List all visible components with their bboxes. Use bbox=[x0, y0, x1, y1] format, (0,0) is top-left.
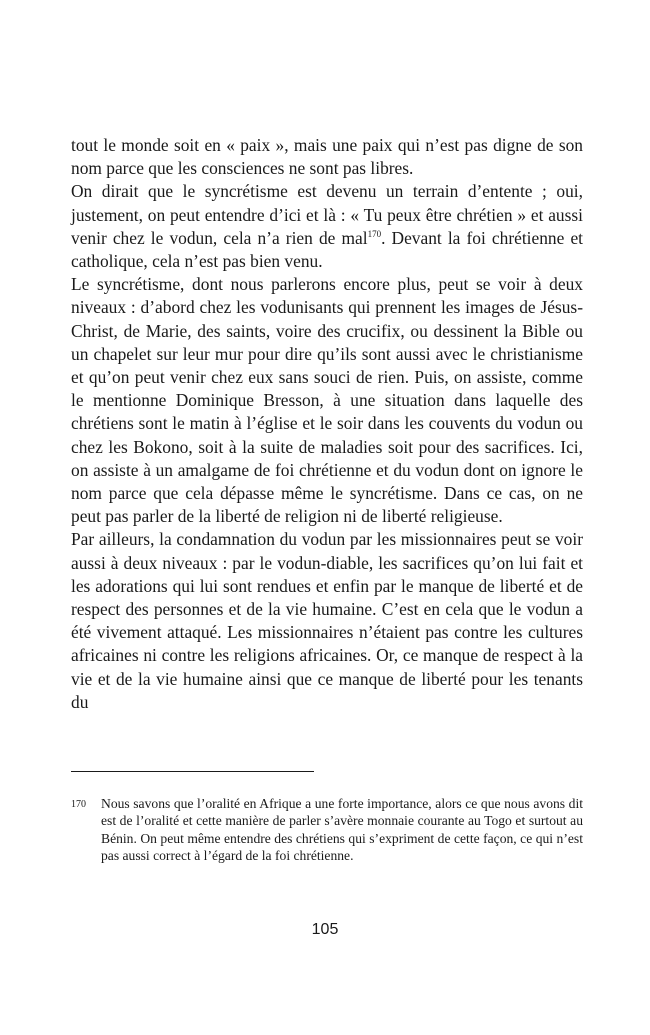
footnote-divider bbox=[71, 771, 314, 772]
page-number: 105 bbox=[311, 921, 339, 938]
paragraph-2-text-end: . Devant la foi chrétienne et catholique, cela n’est pas bien venu. bbox=[71, 227, 584, 272]
paragraph-2-text: On dirait que le syncrétisme est devenu un terrain d’entente ; oui, justement, on peut entendre d’ici et là : « Tu peux être chrétien » et aussi venir chez le vodun, cela n’a rien de mal bbox=[71, 181, 583, 248]
main-text bbox=[71, 134, 583, 714]
paragraph-4-text: Par ailleurs, la condamnation du vodun par les missionnaires peut se voir aussi à deux niveaux : par le vodun-diable, les sacrifices qu’on lui fait et les adorations qui lui sont rendues et enfin par le manque de liberté et de respect des personnes et de la vie humaine. C’est en cela que le vodun a été vivement attaqué. Les missionnaires n’étaient pas contre les cultures africaines ni contre les religions africaines. Or, ce manque de respect à la vie et de la vie humaine ainsi que ce manque de liberté pour les tenants du bbox=[71, 529, 583, 712]
footnote bbox=[71, 795, 583, 865]
footnote-text: Nous savons que l’oralité en Afrique a une forte importance, alors ce que nous avons dit est de l’oralité et cette manière de parler s’avère monnaie courante au Togo et surtout au Bénin. On peut même entendre des chrétiens qui s’expriment de cette façon, ce qui n’est pas aussi correct à l’égard de la foi chrétienne. bbox=[101, 796, 583, 864]
footnote-number: 170 bbox=[71, 799, 86, 810]
paragraph-2 bbox=[71, 180, 583, 273]
paragraph-1 bbox=[71, 134, 583, 180]
paragraph-3-text: Le syncrétisme, dont nous parlerons encore plus, peut se voir à deux niveaux : d’abord chez les vodunisants qui prennent les images de Jésus-Christ, de Marie, des saints, voire des crucifix, ou dessinent la Bible ou un chapelet sur leur mur pour dire qu’ils sont aussi avec le christianisme et qu’on peut venir chez eux sans souci de rien. Puis, on assiste, comme le mentionne Dominique Bresson, à une situation dans laquelle des chrétiens sont le matin à l’église et le soir dans les couvents du vodun ou chez les Bokono, soit à la suite de maladies soit pour des sacrifices. Ici, on assiste à un amalgame de foi chrétienne et du vodun dont on ignore le nom parce que cela dépasse même le syncrétisme. Dans ce cas, on ne peut pas parler de la liberté de religion ni de liberté religieuse. bbox=[71, 274, 583, 527]
paragraph-4 bbox=[71, 528, 583, 714]
paragraph-1-text: tout le monde soit en « paix », mais une paix qui n’est pas digne de son nom parce que les consciences ne sont pas libres. bbox=[71, 135, 583, 179]
paragraph-3 bbox=[71, 273, 583, 528]
footnote-reference: 170 bbox=[367, 229, 382, 240]
page-body bbox=[71, 134, 583, 714]
